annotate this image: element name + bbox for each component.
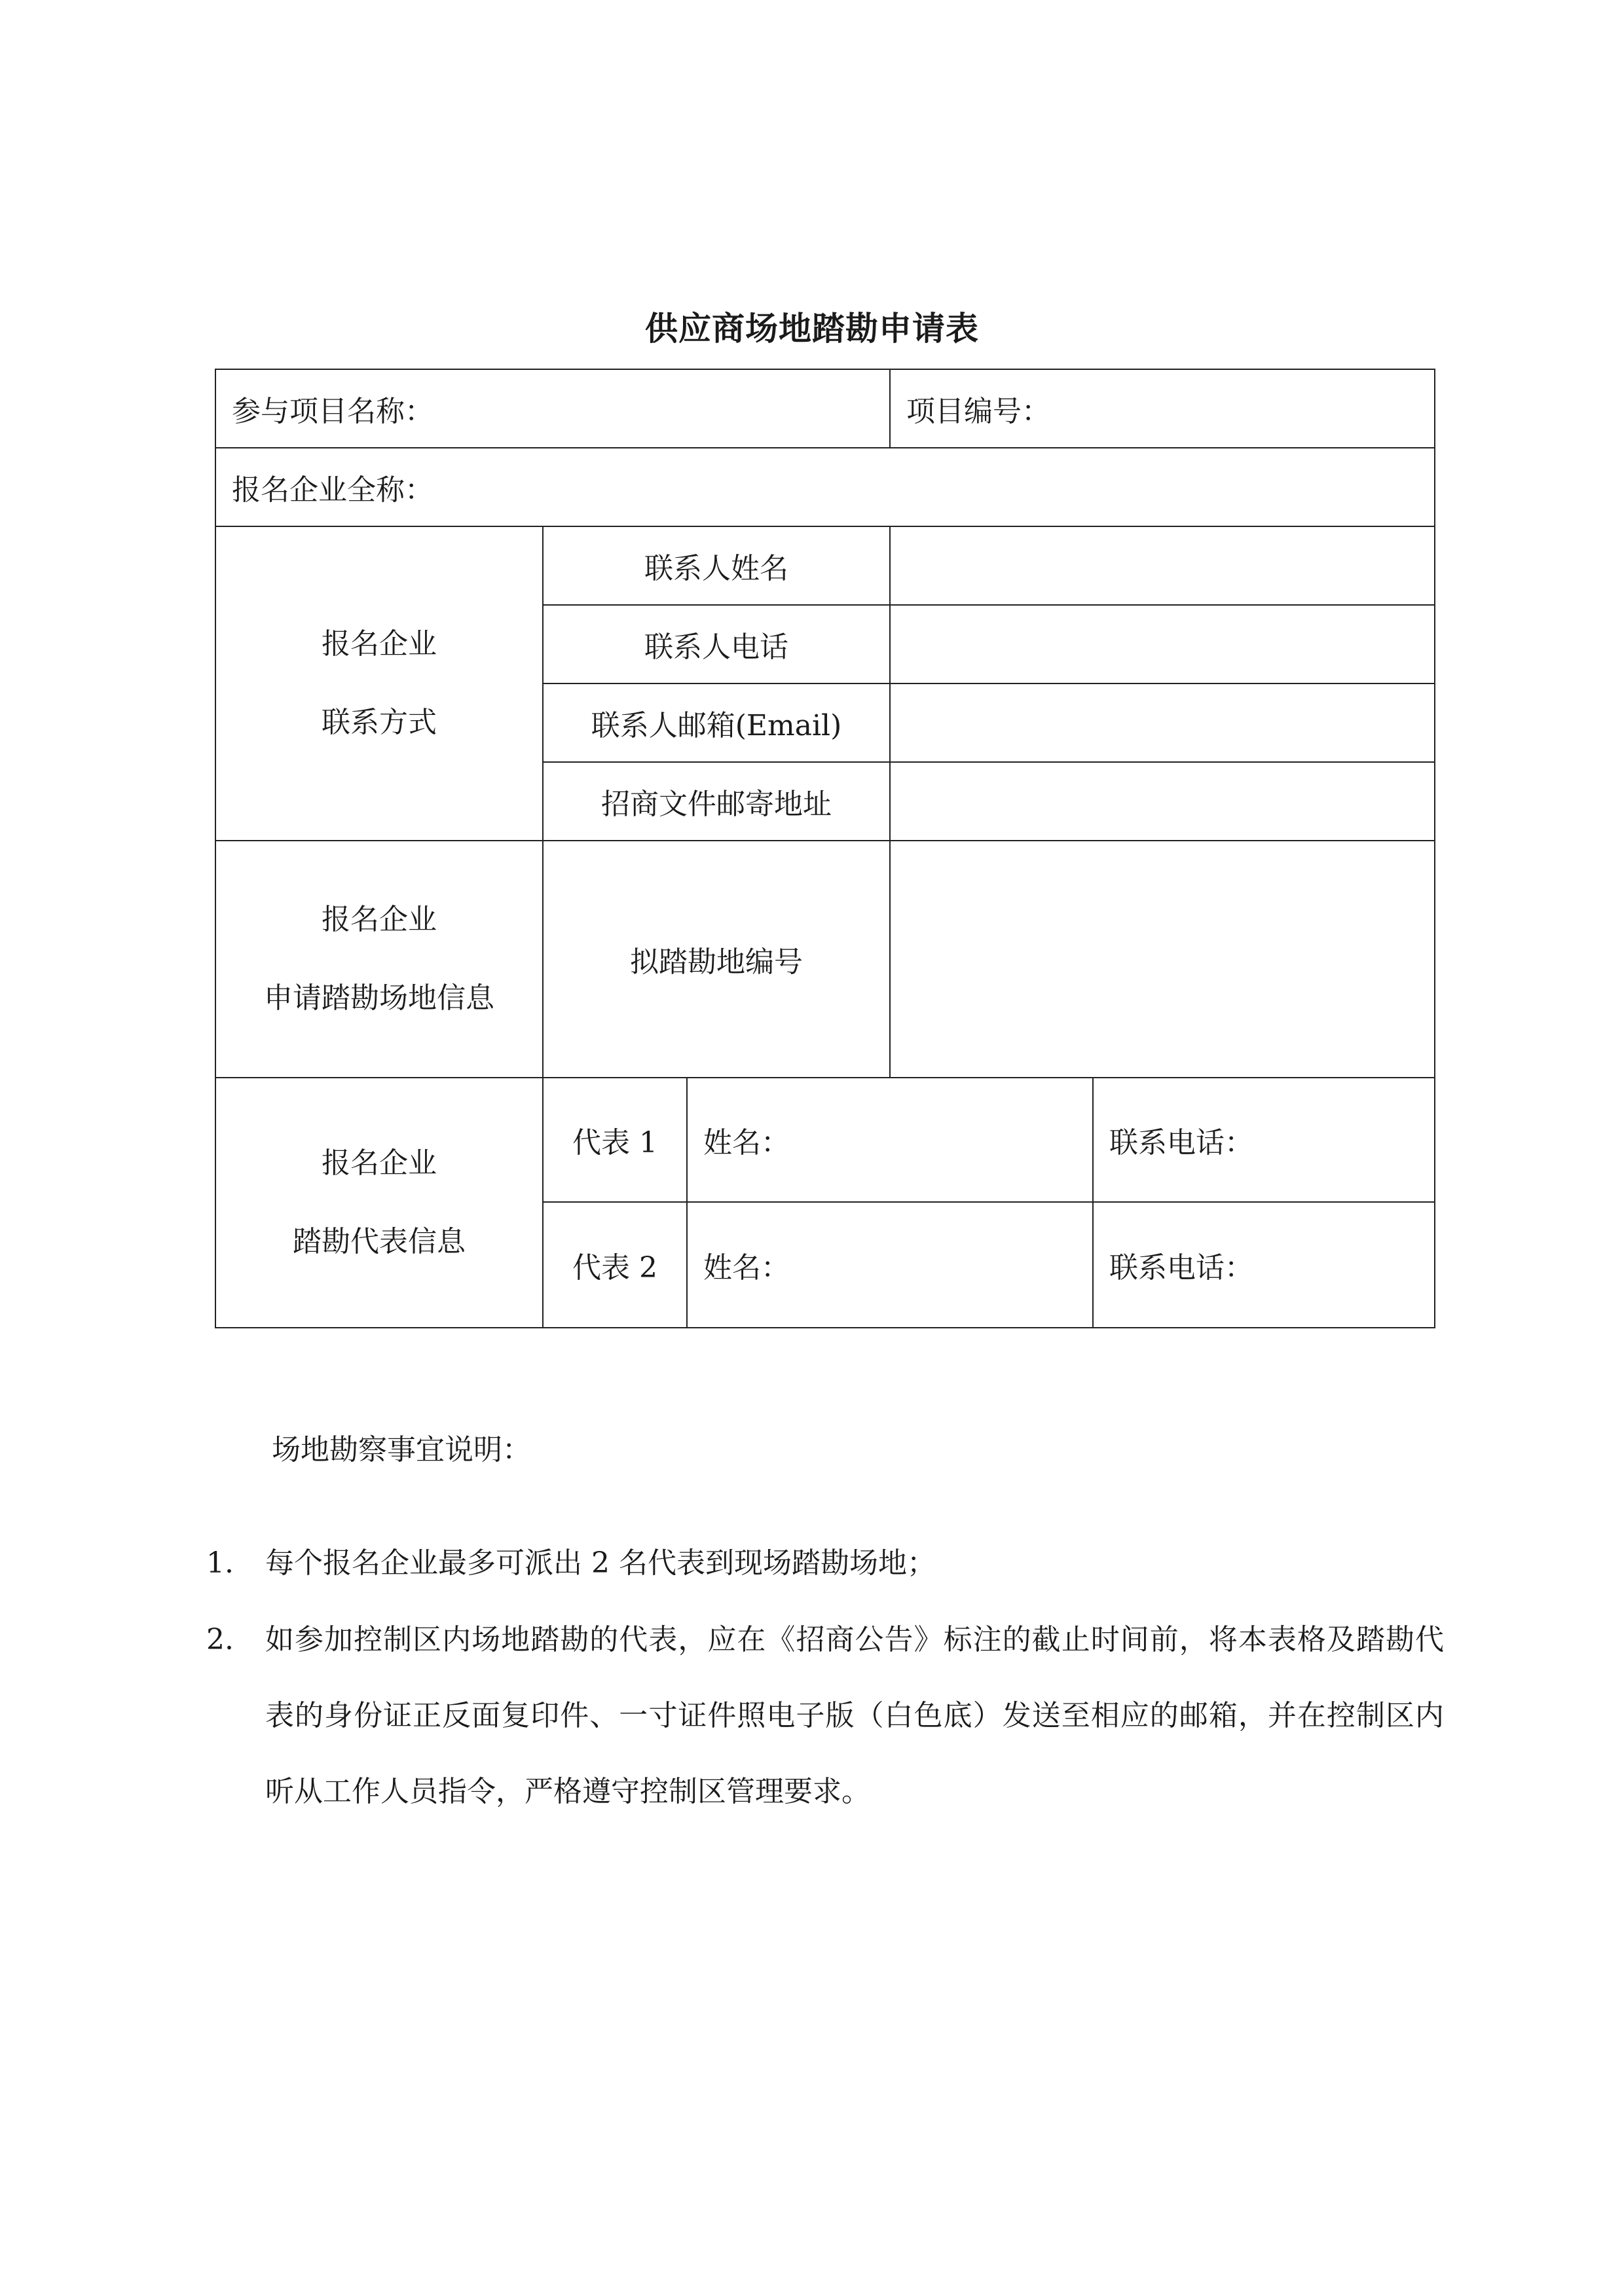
- contact-section-label-line1: 报名企业: [322, 627, 437, 661]
- application-form-table: [215, 369, 1435, 1328]
- company-full-name-field[interactable]: [215, 448, 1435, 526]
- project-no-label: 项目编号：: [906, 395, 1051, 428]
- rep-2-name-field[interactable]: [687, 1202, 1093, 1328]
- contact-phone-label: 联系人电话: [543, 605, 890, 683]
- rep-1-phone-field[interactable]: [1093, 1078, 1435, 1202]
- note-number: 1.: [206, 1546, 234, 1580]
- site-row: [215, 841, 1435, 1078]
- note-text: 每个报名企业最多可派出 2 名代表到现场踏勘场地；: [265, 1546, 936, 1580]
- rep-section-label-line2: 踏勘代表信息: [293, 1225, 466, 1258]
- note-item: [206, 1525, 1444, 1601]
- rep-1-name-field[interactable]: [687, 1078, 1093, 1202]
- contact-row-1: [215, 526, 1435, 605]
- rep-1-phone-label: 联系电话：: [1109, 1126, 1254, 1159]
- company-full-name-label: 报名企业全称：: [232, 473, 434, 507]
- site-number-value[interactable]: [890, 841, 1435, 1078]
- contact-section-label: [215, 526, 543, 841]
- site-number-label: 拟踏勘地编号: [543, 841, 890, 1078]
- rep-row-1: [215, 1078, 1435, 1202]
- rep-2-phone-label: 联系电话：: [1109, 1251, 1254, 1285]
- note-number: 2.: [206, 1623, 234, 1656]
- note-item: [206, 1602, 1444, 1830]
- rep-1-name-label: 姓名：: [703, 1126, 790, 1159]
- company-name-row: [215, 448, 1435, 526]
- contact-email-value[interactable]: [890, 683, 1435, 762]
- contact-name-value[interactable]: [890, 526, 1435, 605]
- project-name-label: 参与项目名称：: [232, 395, 434, 428]
- project-row: [215, 369, 1435, 448]
- mailing-address-label: 招商文件邮寄地址: [543, 762, 890, 841]
- document-title: 供应商场地踏勘申请表: [645, 309, 979, 348]
- rep-section-label-line1: 报名企业: [322, 1146, 437, 1180]
- rep-2-label: 代表 2: [543, 1202, 687, 1328]
- notes-heading: 场地勘察事宜说明：: [272, 1433, 531, 1467]
- rep-1-label: 代表 1: [543, 1078, 687, 1202]
- rep-section-label: [215, 1078, 543, 1328]
- contact-section-label-line2: 联系方式: [322, 706, 437, 739]
- contact-name-label: 联系人姓名: [543, 526, 890, 605]
- rep-2-phone-field[interactable]: [1093, 1202, 1435, 1328]
- contact-phone-value[interactable]: [890, 605, 1435, 683]
- mailing-address-value[interactable]: [890, 762, 1435, 841]
- contact-email-label: 联系人邮箱(Email): [543, 683, 890, 762]
- rep-2-name-label: 姓名：: [703, 1251, 790, 1285]
- project-name-field[interactable]: [215, 369, 890, 448]
- site-section-label: [215, 841, 543, 1078]
- site-section-label-line1: 报名企业: [322, 903, 437, 936]
- note-text: 如参加控制区内场地踏勘的代表，应在《招商公告》标注的截止时间前，将本表格及踏勘代表的身份证正反面复印件、一寸证件照电子版（白色底）发送至相应的邮箱，并在控制区内听从工作人员指令，严格遵守控制区管理要求。: [265, 1623, 1444, 1808]
- site-section-label-line2: 申请踏勘场地信息: [264, 981, 494, 1015]
- project-no-field[interactable]: [890, 369, 1435, 448]
